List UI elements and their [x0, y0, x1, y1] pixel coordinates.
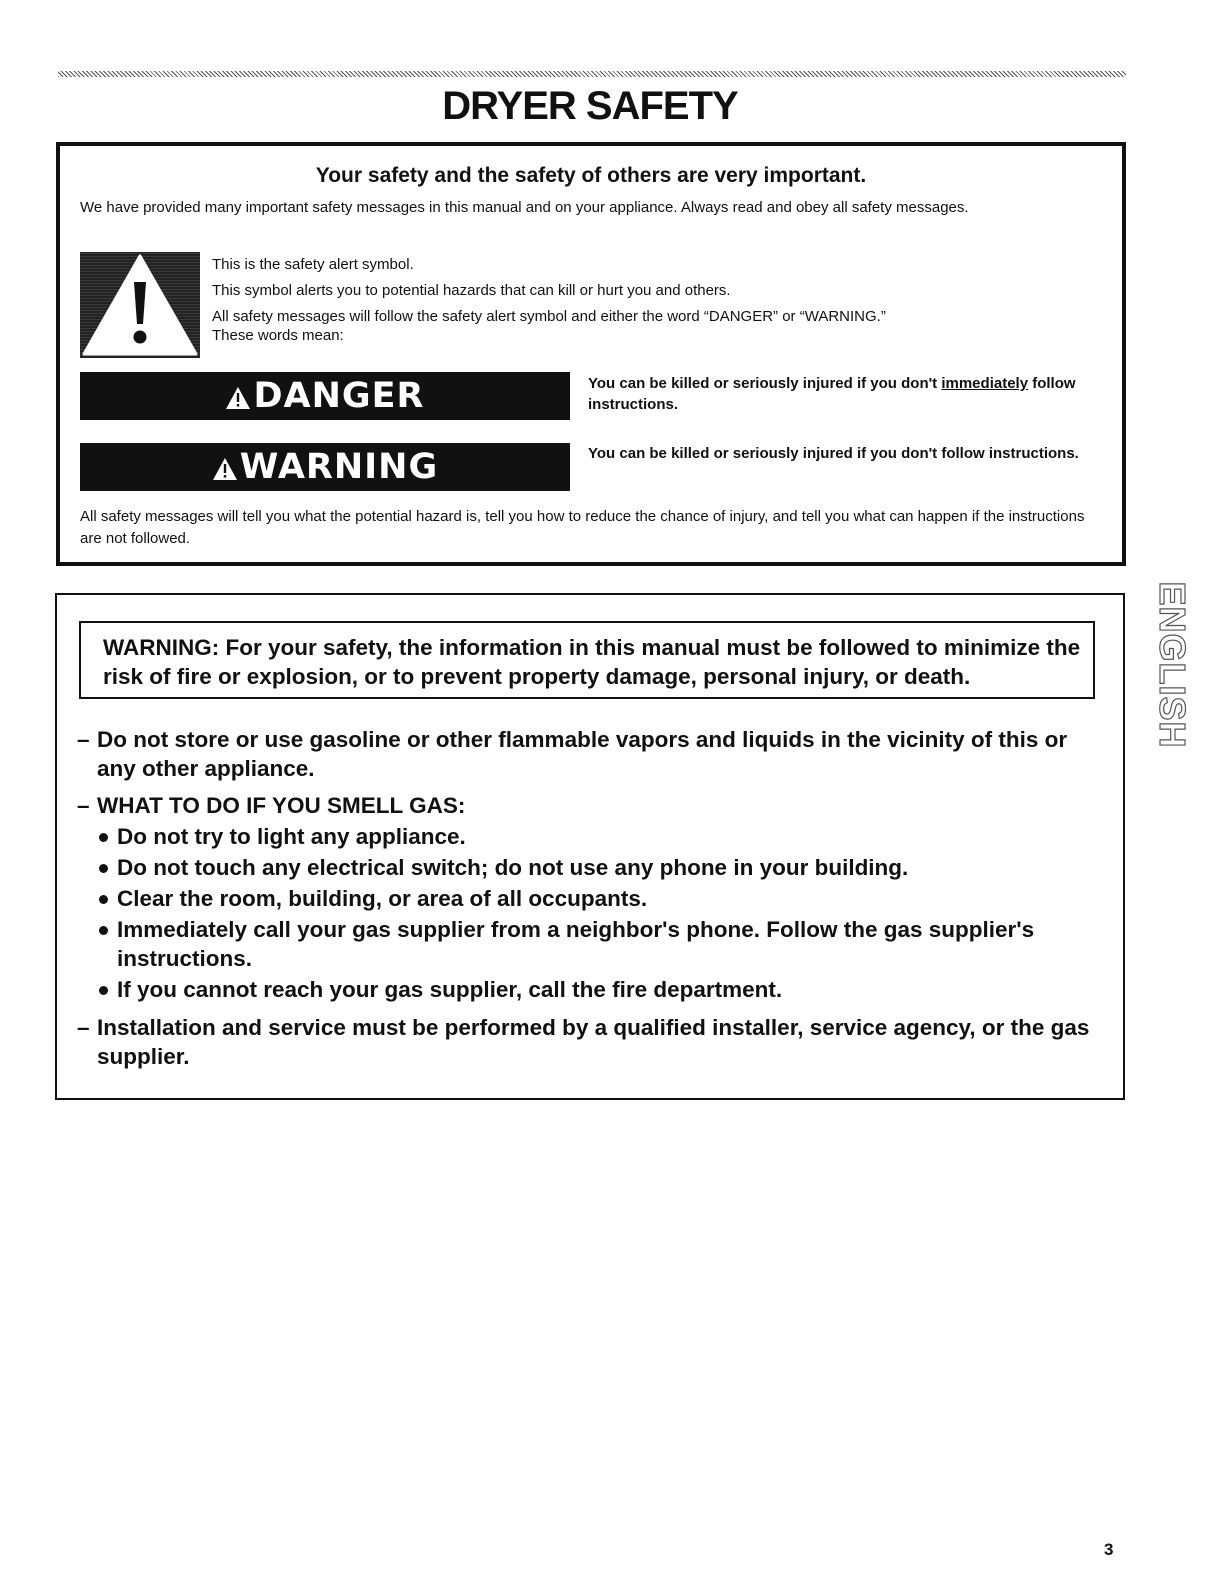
danger-text-part: follow instructions.: [588, 375, 1076, 413]
dash-marker: –: [77, 727, 90, 752]
bullet-icon: [99, 895, 108, 904]
smell-gas-heading: WHAT TO DO IF YOU SMELL GAS:: [97, 793, 466, 818]
language-tab-label: ENGLISH: [1152, 581, 1193, 749]
step-text: Do not try to light any appliance.: [117, 824, 466, 849]
list-item: [77, 915, 1107, 973]
storage-instruction: Do not store or use gasoline or other flammable vapors and liquids in the vicinity of this or any other appliance.: [97, 727, 1068, 781]
smell-gas-steps: [77, 822, 1107, 1004]
step-text: Immediately call your gas supplier from a neighbor's phone. Follow the gas supplier's instructions.: [117, 917, 1035, 971]
dash-marker: –: [77, 1015, 90, 1040]
safety-intro-text: We have provided many important safety messages in this manual and on your appliance. Always read and obey all safety messages.: [80, 199, 969, 216]
safety-alert-symbol-icon: [80, 252, 200, 358]
warning-triangle-icon: [225, 375, 251, 423]
gas-instructions-list: [77, 725, 1107, 1079]
gas-warning-statement: WARNING: For your safety, the information in this manual must be followed to minimize the risk of fire or explosion, or to prevent property damage, personal injury, or death.: [79, 621, 1095, 699]
symbol-line: All safety messages will follow the safety alert symbol and either the word “DANGER” or “WARNING.”: [212, 308, 886, 325]
top-divider: [58, 71, 1126, 77]
step-text: Do not touch any electrical switch; do not use any phone in your building.: [117, 855, 909, 880]
warning-triangle-icon: [212, 446, 238, 494]
page-title: DRYER SAFETY: [442, 84, 738, 128]
danger-text-emphasis: immediately: [941, 375, 1029, 392]
danger-label: DANGER: [253, 376, 425, 416]
bullet-icon: [99, 926, 108, 935]
warning-description: You can be killed or seriously injured if you don't follow instructions.: [588, 445, 1079, 462]
bullet-icon: [99, 833, 108, 842]
bullet-icon: [99, 986, 108, 995]
danger-description: [588, 373, 1118, 415]
symbol-line: This is the safety alert symbol.: [212, 256, 414, 273]
list-item: [77, 791, 1107, 820]
bullet-icon: [99, 864, 108, 873]
list-item: [77, 822, 1107, 851]
warning-signal-bar: [80, 443, 570, 491]
safety-heading: Your safety and the safety of others are very important.: [315, 164, 867, 187]
step-text: If you cannot reach your gas supplier, call the fire department.: [117, 977, 783, 1002]
list-item: [77, 884, 1107, 913]
warning-label: WARNING: [239, 447, 439, 487]
list-item: [77, 725, 1107, 783]
language-side-tab: [1152, 560, 1193, 770]
gas-warning-section: [55, 593, 1125, 1100]
safety-intro-box: [56, 142, 1126, 566]
dash-marker: –: [77, 793, 90, 818]
danger-signal-bar: [80, 372, 570, 420]
installation-instruction: Installation and service must be performed by a qualified installer, service agency, or the gas supplier.: [97, 1015, 1090, 1069]
symbol-line: This symbol alerts you to potential hazards that can kill or hurt you and others.: [212, 282, 731, 299]
page-number: 3: [1104, 1540, 1114, 1559]
list-item: [77, 853, 1107, 882]
safety-symbol-explanation: [212, 255, 1092, 352]
symbol-line: These words mean:: [212, 327, 344, 344]
safety-outro-text: All safety messages will tell you what the potential hazard is, tell you how to reduce the chance of injury, and tell you what can happen if the instructions are not followed.: [80, 508, 1085, 547]
danger-text-part: You can be killed or seriously injured if you don't: [588, 375, 942, 392]
list-item: [77, 975, 1107, 1004]
step-text: Clear the room, building, or area of all occupants.: [117, 886, 648, 911]
list-item: [77, 1013, 1107, 1071]
